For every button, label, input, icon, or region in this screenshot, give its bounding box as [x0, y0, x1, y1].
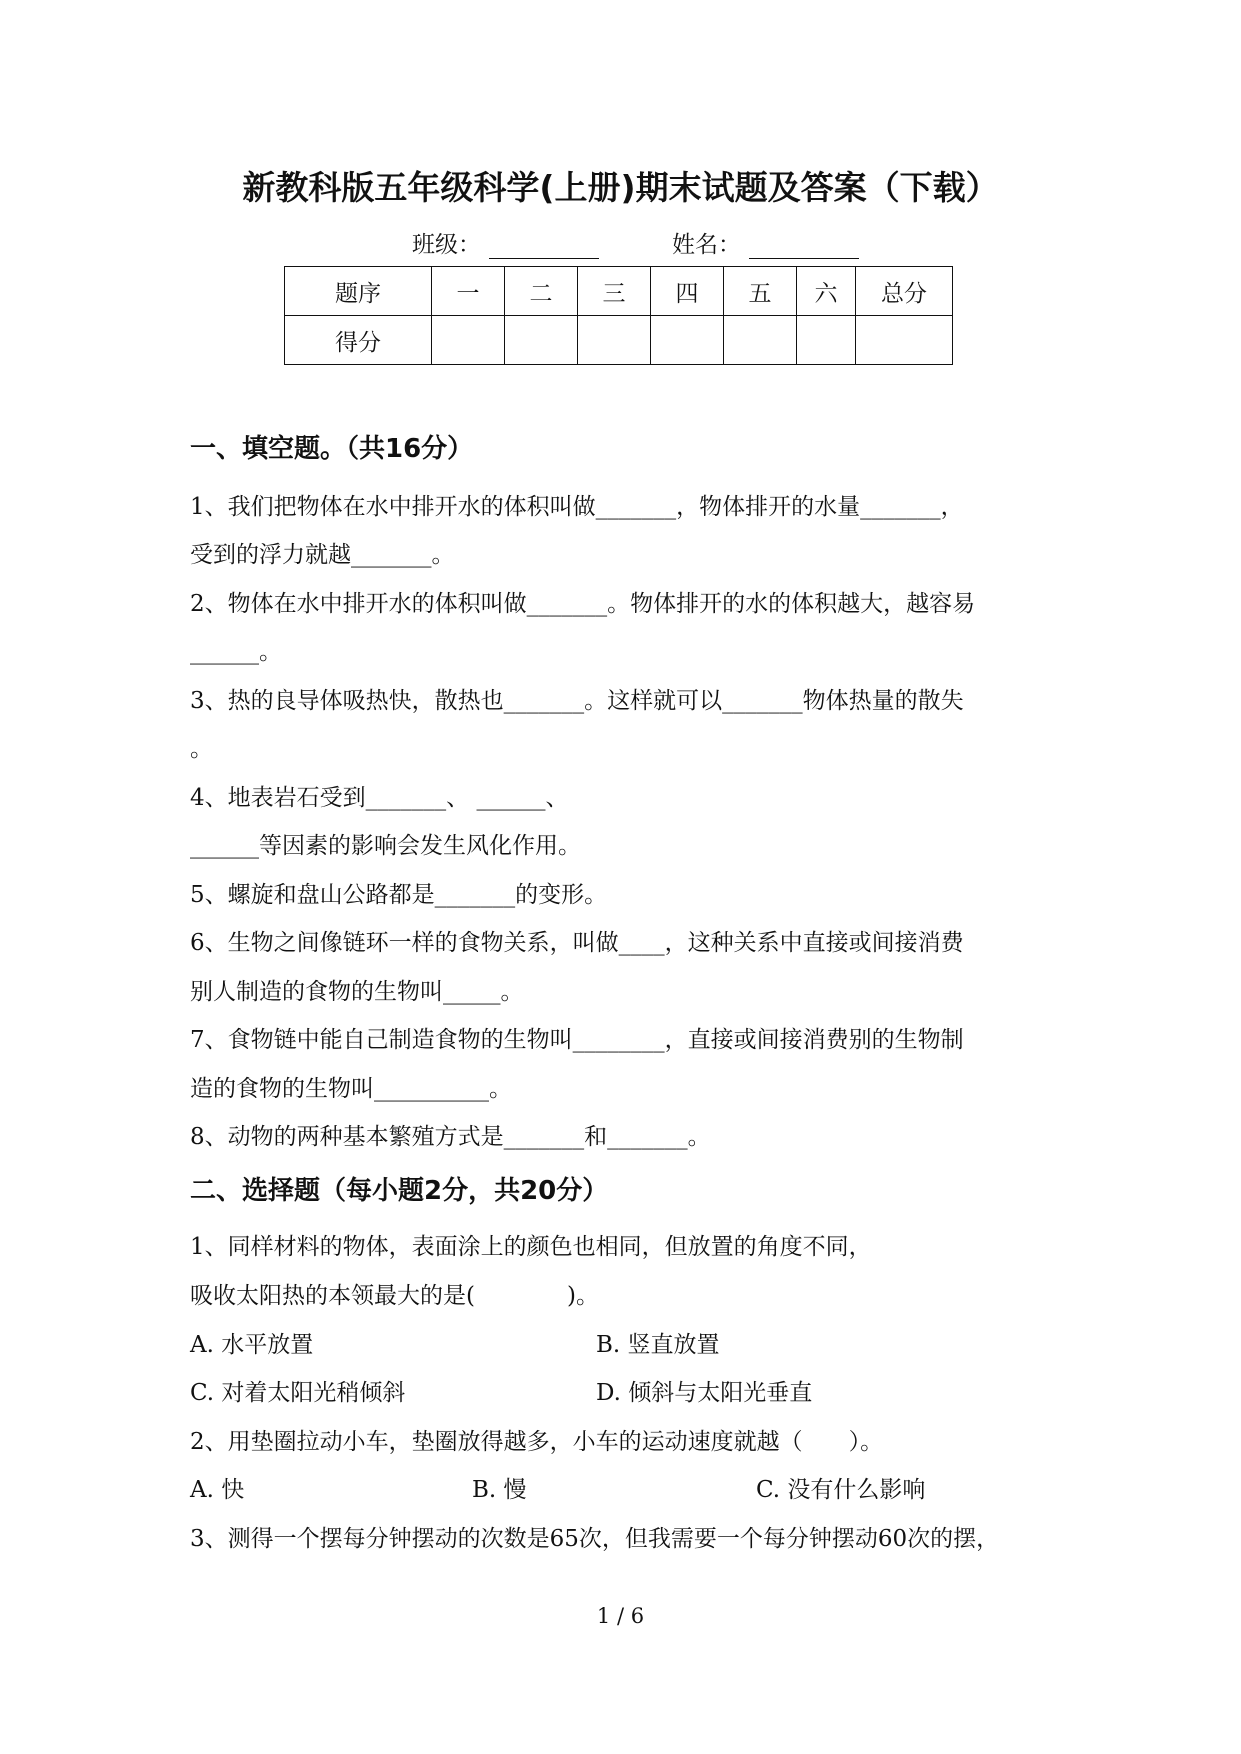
question-line: 别人制造的食物的生物叫_____。: [190, 979, 524, 1005]
question-line: 3、热的良导体吸热快，散热也_______。这样就可以_______物体热量的散失: [190, 688, 964, 714]
option-a: A. 水平放置: [190, 1332, 314, 1358]
score-cell[interactable]: [505, 316, 578, 365]
score-cell[interactable]: [797, 316, 856, 365]
score-table-score-row: [285, 316, 953, 365]
question-line: 造的食物的生物叫__________。: [190, 1076, 512, 1102]
score-cell[interactable]: [578, 316, 651, 365]
option-c: C. 对着太阳光稍倾斜: [190, 1380, 406, 1406]
score-cell[interactable]: [724, 316, 797, 365]
name-blank[interactable]: [749, 232, 859, 259]
question-line: 2、用垫圈拉动小车，垫圈放得越多，小车的运动速度就越（ ）。: [190, 1429, 884, 1455]
score-cell[interactable]: [432, 316, 505, 365]
score-table-header-row: [285, 267, 953, 316]
option-c: C. 没有什么影响: [756, 1477, 926, 1503]
question-line: 7、食物链中能自己制造食物的生物叫________，直接或间接消费别的生物制: [190, 1027, 964, 1053]
question-line: 1、同样材料的物体，表面涂上的颜色也相同，但放置的角度不同，: [190, 1234, 872, 1260]
option-d: D. 倾斜与太阳光垂直: [596, 1380, 813, 1406]
class-blank[interactable]: [489, 232, 599, 259]
question-line: 5、螺旋和盘山公路都是_______的变形。: [190, 882, 608, 908]
question-line: 8、动物的两种基本繁殖方式是_______和_______。: [190, 1124, 711, 1150]
question-line: 受到的浮力就越_______。: [190, 542, 455, 568]
name-field: [672, 226, 859, 259]
table-header-cell: 总分: [856, 267, 953, 316]
score-cell[interactable]: [856, 316, 953, 365]
question-line: 吸收太阳热的本领最大的是( )。: [190, 1283, 599, 1309]
class-label: 班级：: [412, 232, 481, 258]
question-line: 3、测得一个摆每分钟摆动的次数是65次，但我需要一个每分钟摆动60次的摆，: [190, 1526, 1000, 1552]
table-header-cell: 五: [724, 267, 797, 316]
section1-heading: 一、填空题。（共16分）: [190, 434, 474, 464]
table-row-label: 得分: [285, 316, 432, 365]
section2-heading: 二、选择题（每小题2分，共20分）: [190, 1176, 609, 1206]
score-table: [284, 266, 953, 365]
table-header-cell: 四: [651, 267, 724, 316]
table-header-cell: 二: [505, 267, 578, 316]
option-b: B. 慢: [472, 1477, 527, 1503]
table-header-cell: 一: [432, 267, 505, 316]
page-number: 1 / 6: [596, 1604, 645, 1628]
question-line: 1、我们把物体在水中排开水的体积叫做_______，物体排开的水量_______，: [190, 494, 964, 520]
score-cell[interactable]: [651, 316, 724, 365]
document-title: 新教科版五年级科学(上册)期末试题及答案（下载）: [242, 168, 999, 207]
table-header-cell: 六: [797, 267, 856, 316]
table-header-cell: 题序: [285, 267, 432, 316]
option-a: A. 快: [190, 1477, 245, 1503]
name-label: 姓名：: [672, 232, 741, 258]
question-line: 2、物体在水中排开水的体积叫做_______。物体排开的水的体积越大，越容易: [190, 591, 976, 617]
class-field: [412, 226, 599, 259]
question-line: 4、地表岩石受到_______、 ______、: [190, 785, 569, 811]
question-line: ______等因素的影响会发生风化作用。: [190, 833, 581, 859]
question-line: ______。: [190, 639, 282, 665]
question-line: 6、生物之间像链环一样的食物关系，叫做____，这种关系中直接或间接消费: [190, 930, 964, 956]
option-b: B. 竖直放置: [596, 1332, 720, 1358]
table-header-cell: 三: [578, 267, 651, 316]
question-line: 。: [190, 736, 213, 762]
